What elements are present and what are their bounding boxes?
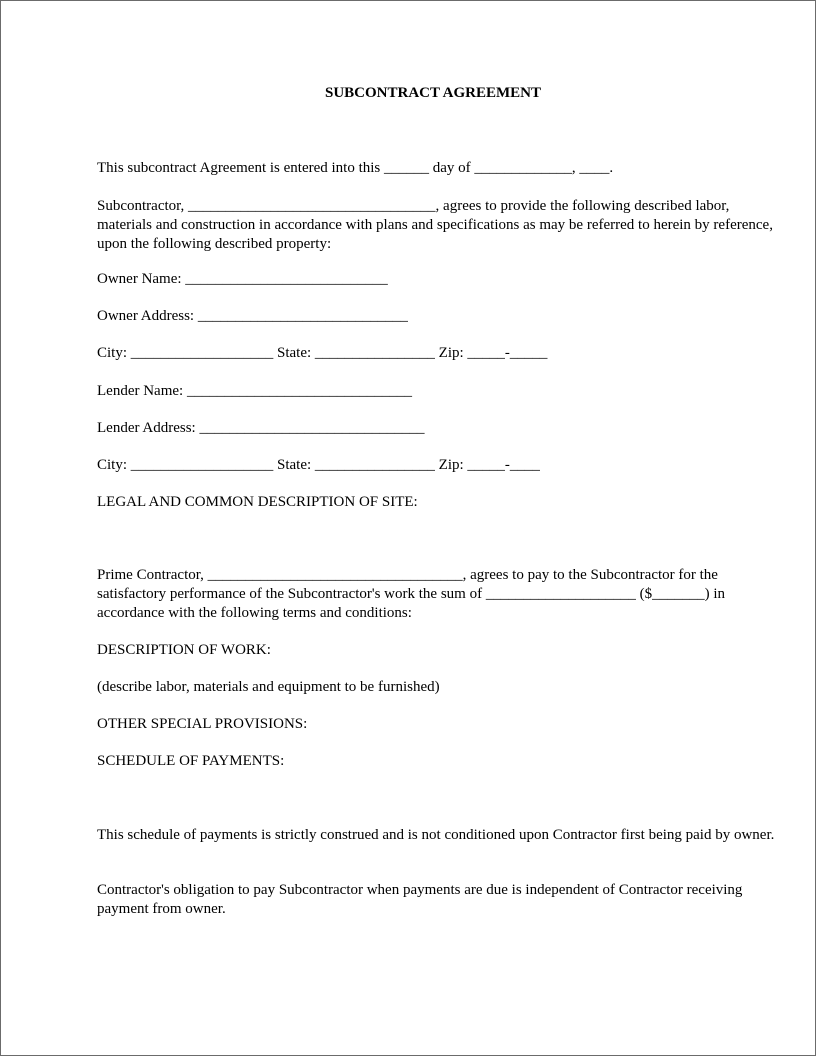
payment-obligation-paragraph: Contractor's obligation to pay Subcontractor when payments are due is independent of Contractor receiving payment from owner. <box>97 882 743 917</box>
work-description-note: (describe labor, materials and equipment to be furnished) <box>97 679 440 695</box>
work-description-heading: DESCRIPTION OF WORK: <box>97 642 271 658</box>
intro-line: This subcontract Agreement is entered into this ______ day of _____________, ____. <box>97 160 614 176</box>
special-provisions-heading: OTHER SPECIAL PROVISIONS: <box>97 716 308 732</box>
payment-schedule-paragraph: This schedule of payments is strictly construed and is not conditioned upon Contractor first being paid by owner. <box>97 827 775 843</box>
owner-address-field: Owner Address: ____________________________ <box>97 308 408 324</box>
owner-name-field: Owner Name: ___________________________ <box>97 271 388 287</box>
lender-name-field: Lender Name: ______________________________ <box>97 383 412 399</box>
owner-city-state-zip-field: City: ___________________ State: ________________ Zip: _____-_____ <box>97 345 548 361</box>
document-title: SUBCONTRACT AGREEMENT <box>324 85 541 101</box>
lender-city-state-zip-field: City: ___________________ State: ________________ Zip: _____-____ <box>97 457 540 473</box>
prime-contractor-paragraph: Prime Contractor, __________________________________, agrees to pay to the Subcontractor for the satisfactory performance of the Subcontractor's work the sum of ____________________ ($_______) in accordance with the following terms and conditions: <box>97 567 725 621</box>
site-description-heading: LEGAL AND COMMON DESCRIPTION OF SITE: <box>97 494 418 510</box>
payment-schedule-heading: SCHEDULE OF PAYMENTS: <box>97 753 285 769</box>
subcontractor-paragraph: Subcontractor, _________________________________, agrees to provide the following described labor, materials and construction in accordance with plans and specifications as may be referred to herein by reference, upon the following described property: <box>97 198 773 252</box>
lender-address-field: Lender Address: ______________________________ <box>97 420 425 436</box>
